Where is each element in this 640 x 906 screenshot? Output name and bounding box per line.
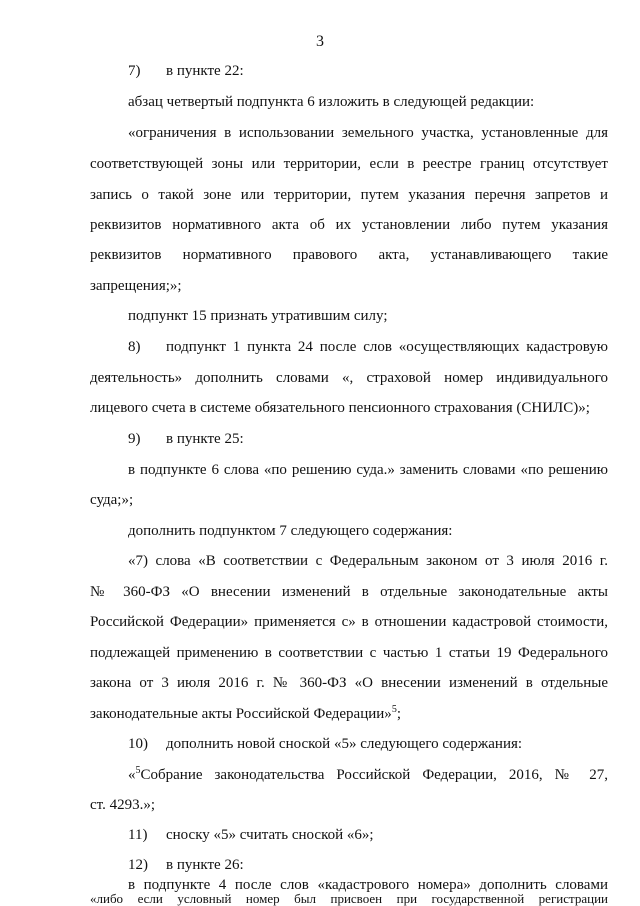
line-text-tail: ; bbox=[396, 706, 401, 722]
text-line: № 360-ФЗ «О внесении изменений в отдельные законодательные акты bbox=[90, 584, 608, 600]
item-number: 11) bbox=[128, 827, 148, 843]
text-line: подлежащей применению в соответствии с частью 1 статьи 19 Федерального bbox=[90, 645, 608, 661]
text-line: в подпункте 6 слова «по решению суда.» заменить словами «по решению bbox=[128, 462, 608, 478]
line-text: законодательные акты Российской Федерации» bbox=[90, 706, 392, 722]
line-text: дополнить новой сноской «5» следующего содержания: bbox=[166, 736, 523, 752]
text-line: реквизитов нормативного акта об их установлении либо путем указания bbox=[90, 217, 608, 233]
text-line: соответствующей зоны или территории, если в реестре границ отсутствует bbox=[90, 156, 608, 172]
text-line: в подпункте 4 после слов «кадастрового номера» дополнить словами bbox=[128, 877, 608, 893]
line-text: подпункт 1 пункта 24 после слов «осуществляющих кадастровую bbox=[166, 339, 608, 355]
item-7-heading bbox=[128, 62, 608, 80]
item-number: 12) bbox=[128, 857, 148, 873]
item-12-heading bbox=[128, 856, 608, 874]
item-number: 8) bbox=[128, 339, 141, 355]
item-8-heading bbox=[128, 338, 608, 356]
line-text: Собрание законодательства Российской Федерации, 2016, № 27, bbox=[140, 767, 608, 783]
text-line: Российской Федерации» применяется с» в отношении кадастровой стоимости, bbox=[90, 614, 608, 630]
text-line: «ограничения в использовании земельного участка, установленные для bbox=[128, 125, 608, 141]
text-line: ст. 4293.»; bbox=[90, 797, 156, 813]
footnote-marker: 5 bbox=[135, 765, 141, 776]
item-11-heading bbox=[128, 826, 608, 844]
text-line: суда;»; bbox=[90, 492, 134, 508]
text-line: абзац четвертый подпункта 6 изложить в следующей редакции: bbox=[128, 94, 535, 110]
item-10-heading bbox=[128, 735, 608, 753]
text-line: деятельность» дополнить словами «, страховой номер индивидуального bbox=[90, 370, 608, 386]
page-number: 3 bbox=[316, 33, 324, 50]
text-line: реквизитов нормативного правового акта, устанавливающего такие bbox=[90, 247, 608, 263]
text-line: «либо если условный номер был присвоен при государственной регистрации bbox=[90, 891, 608, 906]
line-text: в пункте 25: bbox=[166, 431, 244, 447]
text-line bbox=[90, 705, 608, 723]
text-line: лицевого счета в системе обязательного пенсионного страхования (СНИЛС)»; bbox=[90, 400, 590, 416]
text-line: дополнить подпунктом 7 следующего содержания: bbox=[128, 523, 453, 539]
footnote-marker: 5 bbox=[391, 704, 397, 715]
line-text: в пункте 22: bbox=[166, 63, 244, 79]
text-line: запрещения;»; bbox=[90, 278, 182, 294]
line-text-pre: « bbox=[128, 767, 136, 783]
text-line: закона от 3 июля 2016 г. № 360-ФЗ «О внесении изменений в отдельные bbox=[90, 675, 608, 691]
item-number: 10) bbox=[128, 736, 148, 752]
item-9-heading bbox=[128, 430, 608, 448]
line-text: сноску «5» считать сноской «6»; bbox=[166, 827, 374, 843]
item-number: 7) bbox=[128, 63, 141, 79]
text-line: «7) слова «В соответствии с Федеральным законом от 3 июля 2016 г. bbox=[128, 553, 608, 569]
line-text: в пункте 26: bbox=[166, 857, 244, 873]
text-line: запись о такой зоне или территории, путем указания перечня запретов и bbox=[90, 187, 608, 203]
text-line: подпункт 15 признать утратившим силу; bbox=[128, 308, 388, 324]
footnote-text-line bbox=[128, 766, 608, 784]
item-number: 9) bbox=[128, 431, 141, 447]
